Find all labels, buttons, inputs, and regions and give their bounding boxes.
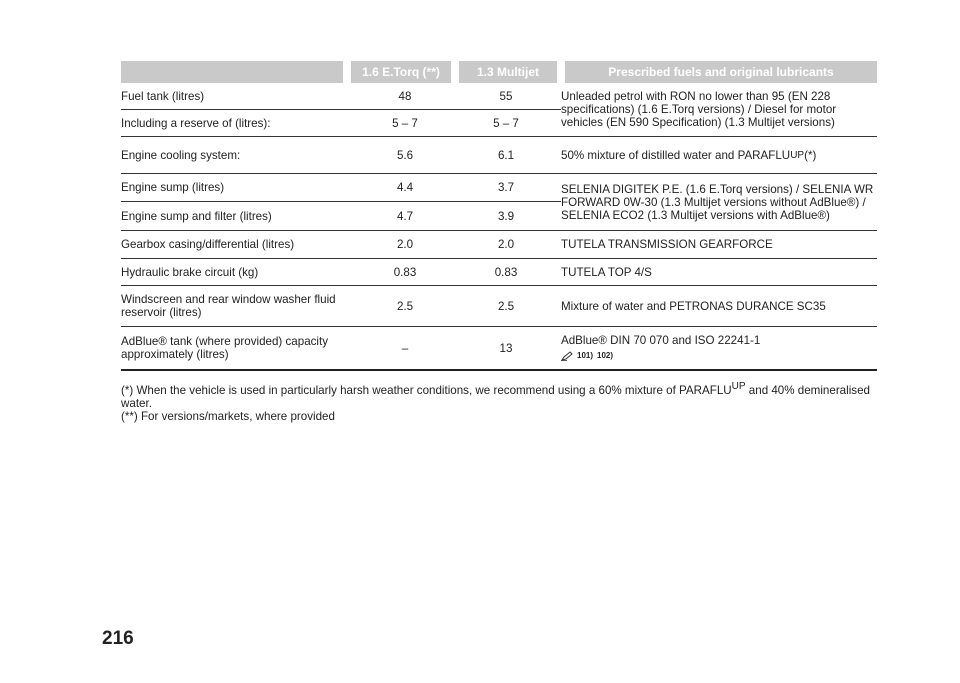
specifications-table [121, 61, 877, 371]
footnote-2: (**) For versions/markets, where provided [121, 409, 335, 423]
page-number: 216 [102, 628, 134, 649]
footnote-1-suffix: and 40% demineralised water. [121, 383, 870, 410]
row-value-diesel: 5 – 7 [493, 116, 519, 130]
row-value-diesel: 2.5 [497, 299, 515, 313]
warning-pen-icon [561, 351, 573, 361]
row-label: Hydraulic brake circuit (kg) [121, 265, 259, 279]
row-product [561, 137, 877, 173]
row-label: Fuel tank (litres) [121, 89, 205, 103]
header-petrol-engine: 1.6 E.Torq (**) [351, 61, 451, 83]
product-text: 50% mixture of distilled water and PARAFLU [561, 148, 791, 162]
footnotes [121, 380, 881, 423]
row-value-diesel: 2.0 [497, 238, 515, 251]
table-row [121, 259, 877, 286]
row-label: Including a reserve of (litres): [121, 116, 271, 130]
table-row [121, 110, 561, 136]
row-value-diesel: 0.83 [494, 265, 518, 279]
product-superscript: UP [790, 149, 805, 161]
row-value-diesel: 13 [499, 341, 513, 355]
row-product: TUTELA TOP 4/S [561, 265, 652, 279]
table-row [121, 327, 877, 371]
row-value-petrol: 2.0 [396, 238, 414, 251]
row-value-petrol: 5.6 [396, 148, 414, 162]
row-label: Gearbox casing/differential (litres) [121, 238, 295, 251]
row-value-petrol: – [401, 341, 409, 355]
row-product: SELENIA DIGITEK P.E. (1.6 E.Torq versions) / SELENIA WR FORWARD 0W-30 (1.3 Multijet versions without AdBlue®) / SELENIA ECO2 (1.3 Multijet versions with AdBlue®) [561, 182, 874, 222]
table-row [121, 137, 877, 174]
table-row [121, 286, 877, 327]
footnote-1-text: (*) When the vehicle is used in particularly harsh weather conditions, we recommend using a 60% mixture of PARAFLU [121, 383, 732, 397]
header-blank [121, 61, 343, 83]
row-value-petrol: 2.5 [396, 299, 414, 313]
footnote-1 [121, 380, 881, 410]
row-product [561, 327, 877, 369]
header-fuels-lubricants: Prescribed fuels and original lubricants [565, 61, 877, 83]
row-product: Unleaded petrol with RON no lower than 95 (EN 228 specifications) (1.6 E.Torq versions) / Diesel for motor vehicles (EN 590 Specification) (1.3 Multijet versions) [561, 90, 837, 129]
row-label: AdBlue® tank (where provided) capacity approximately (litres) [121, 335, 329, 361]
row-value-diesel: 6.1 [497, 148, 515, 162]
sump-group [121, 174, 877, 231]
table-header [121, 61, 877, 83]
warning-references [561, 349, 613, 362]
footnote-1-superscript: UP [731, 381, 746, 392]
row-value-diesel: 3.7 [497, 181, 515, 194]
row-value-petrol: 5 – 7 [392, 116, 418, 130]
row-value-petrol: 4.7 [396, 209, 414, 223]
product-text: AdBlue® DIN 70 070 and ISO 22241-1 [561, 334, 761, 347]
table-row [121, 202, 561, 230]
header-diesel-engine: 1.3 Multijet [459, 61, 557, 83]
reference-101: 101) [577, 351, 594, 360]
row-label: Engine cooling system: [121, 148, 241, 162]
row-label: Engine sump (litres) [121, 181, 225, 194]
row-product: Mixture of water and PETRONAS DURANCE SC35 [561, 299, 826, 313]
row-value-diesel: 55 [499, 89, 513, 103]
table-row [121, 231, 877, 259]
row-value-petrol: 48 [398, 89, 412, 103]
row-label: Windscreen and rear window washer fluid reservoir (litres) [121, 293, 336, 319]
row-value-petrol: 4.4 [396, 181, 414, 194]
fuel-group [121, 83, 877, 137]
reference-102: 102) [597, 351, 614, 360]
row-value-petrol: 0.83 [393, 265, 417, 279]
row-product: TUTELA TRANSMISSION GEARFORCE [561, 238, 773, 251]
row-label: Engine sump and filter (litres) [121, 209, 272, 223]
row-value-diesel: 3.9 [497, 209, 515, 223]
table-row [121, 174, 561, 202]
product-note-ref: (*) [804, 148, 817, 162]
table-row [121, 83, 561, 110]
